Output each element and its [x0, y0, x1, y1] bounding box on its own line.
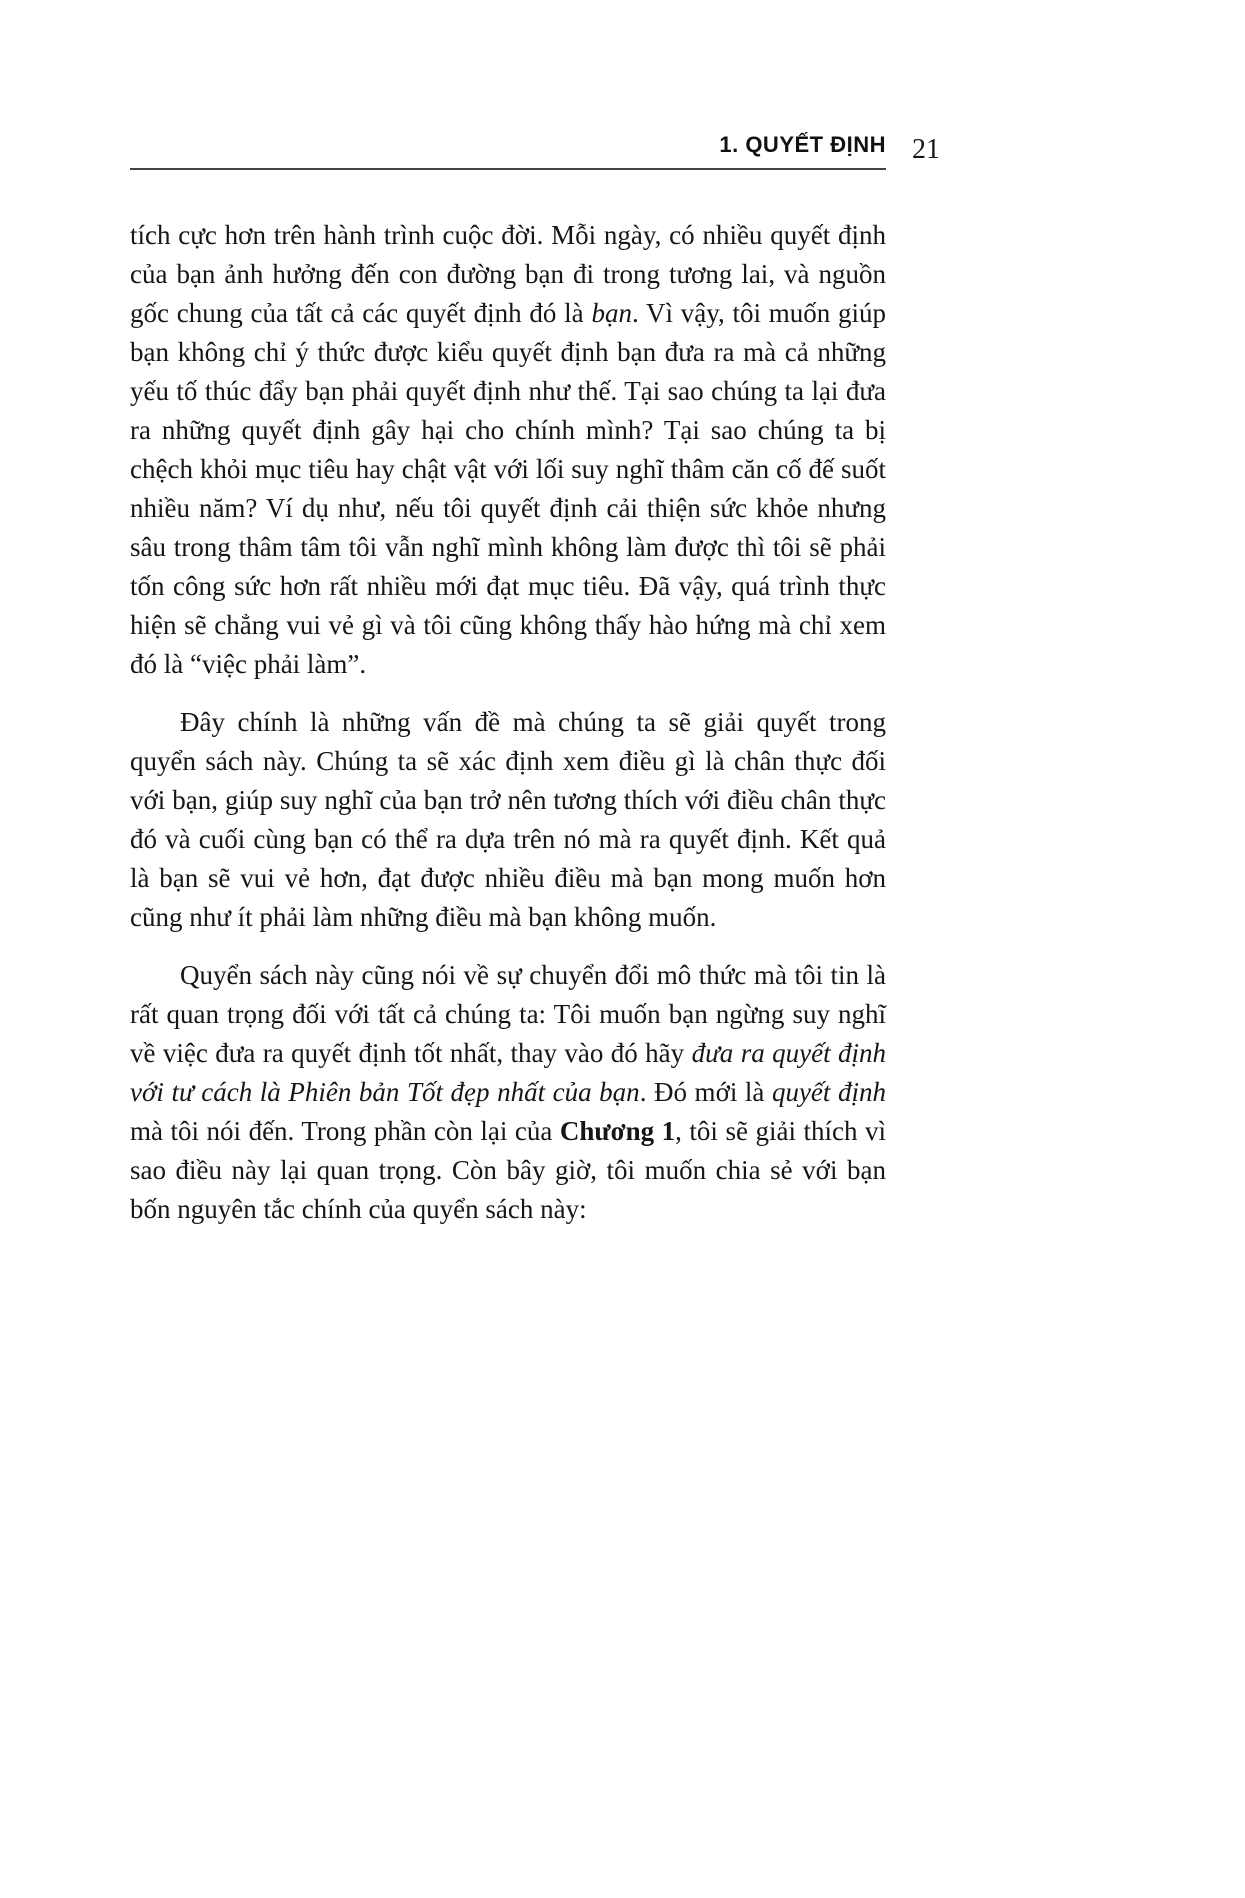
- page-number: 21: [912, 134, 940, 165]
- text-run: tích cực hơn trên hành trình cuộc đời. Mỗi ngày, có nhiều quyết định của bạn ảnh hưởng đến con đường bạn đi trong tương lai, và nguồn gốc chung của tất cả các quyết định đó là: [130, 220, 886, 328]
- running-title: 1. QUYẾT ĐỊNH: [719, 132, 886, 157]
- text-run: . Đó mới là: [639, 1077, 772, 1107]
- header-rule: [130, 168, 886, 170]
- text-run: bạn: [591, 298, 632, 328]
- text-block: [130, 216, 886, 1229]
- text-run: , tôi sẽ giải thích vì sao điều này lại quan trọng. Còn bây giờ, tôi muốn chia sẻ với bạn bốn nguyên tắc chính của quyển sách này:: [130, 1116, 886, 1224]
- paragraph: [130, 956, 886, 1229]
- paragraph: [130, 216, 886, 684]
- text-run: đưa ra quyết định với tư cách là Phiên bản Tốt đẹp nhất của bạn: [130, 1038, 886, 1107]
- page-header: [130, 132, 886, 170]
- text-run: . Vì vậy, tôi muốn giúp bạn không chỉ ý thức được kiểu quyết định bạn đưa ra mà cả những yếu tố thúc đẩy bạn phải quyết định như thế. Tại sao chúng ta lại đưa ra những quyết định gây hại cho chính mình? Tại sao chúng ta bị chệch khỏi mục tiêu hay chật vật với lối suy nghĩ thâm căn cố đế suốt nhiều năm? Ví dụ như, nếu tôi quyết định cải thiện sức khỏe nhưng sâu trong thâm tâm tôi vẫn nghĩ mình không làm được thì tôi sẽ phải tốn công sức hơn rất nhiều mới đạt mục tiêu. Đã vậy, quá trình thực hiện sẽ chẳng vui vẻ gì và tôi cũng không thấy hào hứng mà chỉ xem đó là “việc phải làm”.: [130, 298, 886, 679]
- text-run: Đây chính là những vấn đề mà chúng ta sẽ giải quyết trong quyển sách này. Chúng ta sẽ xác định xem điều gì là chân thực đối với bạn, giúp suy nghĩ của bạn trở nên tương thích với điều chân thực đó và cuối cùng bạn có thể ra dựa trên nó mà ra quyết định. Kết quả là bạn sẽ vui vẻ hơn, đạt được nhiều điều mà bạn mong muốn hơn cũng như ít phải làm những điều mà bạn không muốn.: [130, 707, 886, 932]
- paragraph: [130, 703, 886, 937]
- text-run: Chương 1: [559, 1116, 676, 1146]
- text-run: mà tôi nói đến. Trong phần còn lại của: [130, 1116, 560, 1146]
- text-run: Quyển sách này cũng nói về sự chuyển đổi mô thức mà tôi tin là rất quan trọng đối với tất cả chúng ta: Tôi muốn bạn ngừng suy nghĩ về việc đưa ra quyết định tốt nhất, thay vào đó hãy: [130, 960, 886, 1068]
- text-run: quyết định: [771, 1077, 886, 1107]
